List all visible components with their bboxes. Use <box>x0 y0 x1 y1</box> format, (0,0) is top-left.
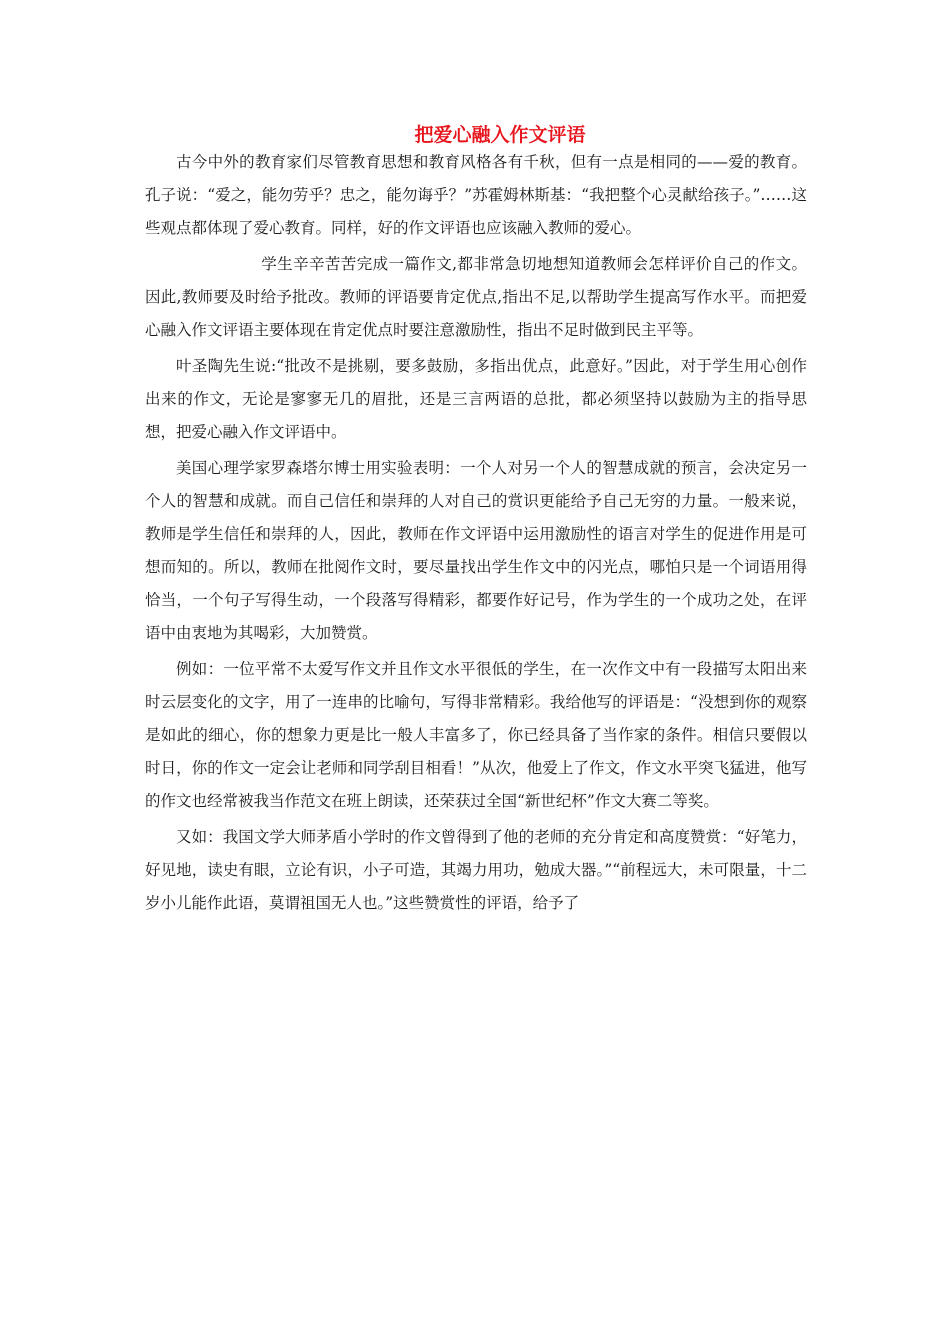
paragraph-3: 叶圣陶先生说:“批改不是挑剔，要多鼓励，多指出优点，此意好。”因此，对于学生用心创作出来的作文，无论是寥寥无几的眉批，还是三言两语的总批，都必须坚持以鼓励为主的指导思想，把爱心融入作文评语中。 <box>145 357 807 441</box>
paragraph-4: 美国心理学家罗森塔尔博士用实验表明：一个人对另一个人的智慧成就的预言，会决定另一个人的智慧和成就。而自己信任和崇拜的人对自己的赏识更能给予自己无穷的力量。一般来说，教师是学生信任和崇拜的人，因此，教师在作文评语中运用激励性的语言对学生的促进作用是可想而知的。所以，教师在批阅作文时，要尽量找出学生作文中的闪光点，哪怕只是一个词语用得恰当，一个句子写得生动，一个段落写得精彩，都要作好记号，作为学生的一个成功之处，在评语中由衷地为其喝彩，大加赞赏。 <box>145 459 807 642</box>
document-title: 把爱心融入作文评语 <box>414 124 586 146</box>
paragraph-6: 又如：我国文学大师茅盾小学时的作文曾得到了他的老师的充分肯定和高度赞赏：“好笔力，好见地，读史有眼，立论有识，小子可造，其竭力用功，勉成大器。”“前程远大，未可限量，十二岁小儿能作此语，莫谓祖国无人也。”这些赞赏性的评语，给予了 <box>145 828 807 912</box>
paragraph-5: 例如：一位平常不太爱写作文并且作文水平很低的学生，在一次作文中有一段描写太阳出来时云层变化的文字，用了一连串的比喻句，写得非常精彩。我给他写的评语是：“没想到你的观察是如此的细心，你的想象力更是比一般人丰富多了，你已经具备了当作家的条件。相信只要假以时日，你的作文一定会让老师和同学刮目相看！”从次，他爱上了作文，作文水平突飞猛进，他写的作文也经常被我当作范文在班上朗读，还荣获过全国“新世纪杯”作文大赛二等奖。 <box>145 660 807 810</box>
document-body <box>145 146 807 920</box>
paragraph-1: 古今中外的教育家们尽管教育思想和教育风格各有千秋，但有一点是相同的——爱的教育。孔子说：“爱之，能勿劳乎？忠之，能勿诲乎？”苏霍姆林斯基：“我把整个心灵献给孩子。”……这些观点都体现了爱心教育。同样，好的作文评语也应该融入教师的爱心。 <box>145 153 807 237</box>
paragraph-2: 学生辛辛苦苦完成一篇作文,都非常急切地想知道教师会怎样评价自己的作文。因此,教师要及时给予批改。教师的评语要肯定优点,指出不足,以帮助学生提高写作水平。而把爱心融入作文评语主要体现在肯定优点时要注意激励性，指出不足时做到民主平等。 <box>145 255 807 339</box>
